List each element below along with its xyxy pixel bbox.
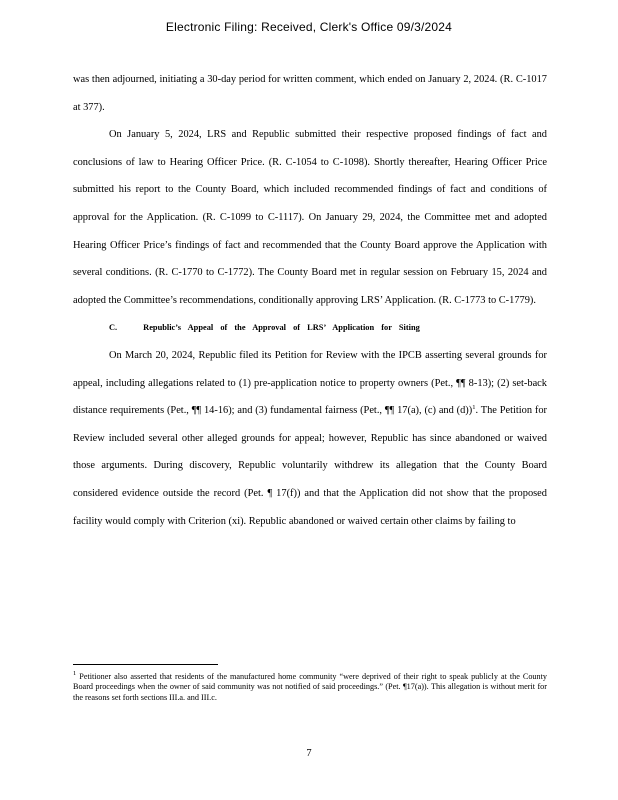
body-paragraph-continuation: was then adjourned, initiating a 30-day period for written comment, which ended on January 2, 2024. (R. C-1017 at 377). [73,74,547,113]
appeal-text-part-1: On March 20, 2024, Republic filed its Petition for Review with the IPCB asserting several grounds for appeal, including allegations related to (1) pre-application notice to property owners (Pet., ¶¶ 8-13); (2) set-back distance requirements (Pet., ¶¶ 14-16); and (3) fundamental fairness (Pet., ¶¶ 17(a), (c) and (d)) [73,349,547,417]
document-body [73,66,547,535]
appeal-text-part-2: . The Petition for Review included several other alleged grounds for appeal; however, Republic has since abandoned or waived those arguments. During discovery, Republic voluntarily withdrew its allegation that the County Board considered evidence outside the record (Pet. ¶ 17(f)) and that the Application did not show that the proposed facility would comply with Criterion (xi). Republic abandoned or waived certain other claims by failing to [73,405,547,527]
section-heading-title: Republic’s Appeal of the Approval of LRS’ Application for Siting [143,323,420,333]
body-paragraph-appeal [73,342,547,535]
section-heading-letter: C. [109,323,118,333]
footnote-reference: 1 [472,404,476,412]
body-paragraph-findings: On January 5, 2024, LRS and Republic submitted their respective proposed findings of fact and conclusions of law to Hearing Officer Price. (R. C-1054 to C-1098). Shortly thereafter, Hearing Officer Price submitted his report to the County Board, which included recommended findings of fact and conditions of approval for the Application. (R. C-1099 to C-1117). On January 29, 2024, the Committee met and adopted Hearing Officer Price’s findings of fact and recommended that the County Board approve the Application with several conditions. (R. C-1770 to C-1772). The County Board met in regular session on February 15, 2024 and adopted the Committee’s recommendations, conditionally approving LRS’ Application. (R. C-1773 to C-1779). [73,129,547,306]
section-heading [73,314,547,342]
footnote-marker: 1 [73,670,77,677]
page-number: 7 [306,748,312,759]
filing-stamp-header: Electronic Filing: Received, Clerk's Office 09/3/2024 [165,20,453,34]
footnote-text: Petitioner also asserted that residents of the manufactured home community “were deprived of their right to speak publicly at the County Board proceedings when the owner of said community was not notified of said proceedings.” (Pet. ¶17(a)). This allegation is without merit for the reasons set forth sections III.a. and III.c. [73,672,547,702]
footnote [73,672,547,703]
footnote-divider [73,664,218,665]
